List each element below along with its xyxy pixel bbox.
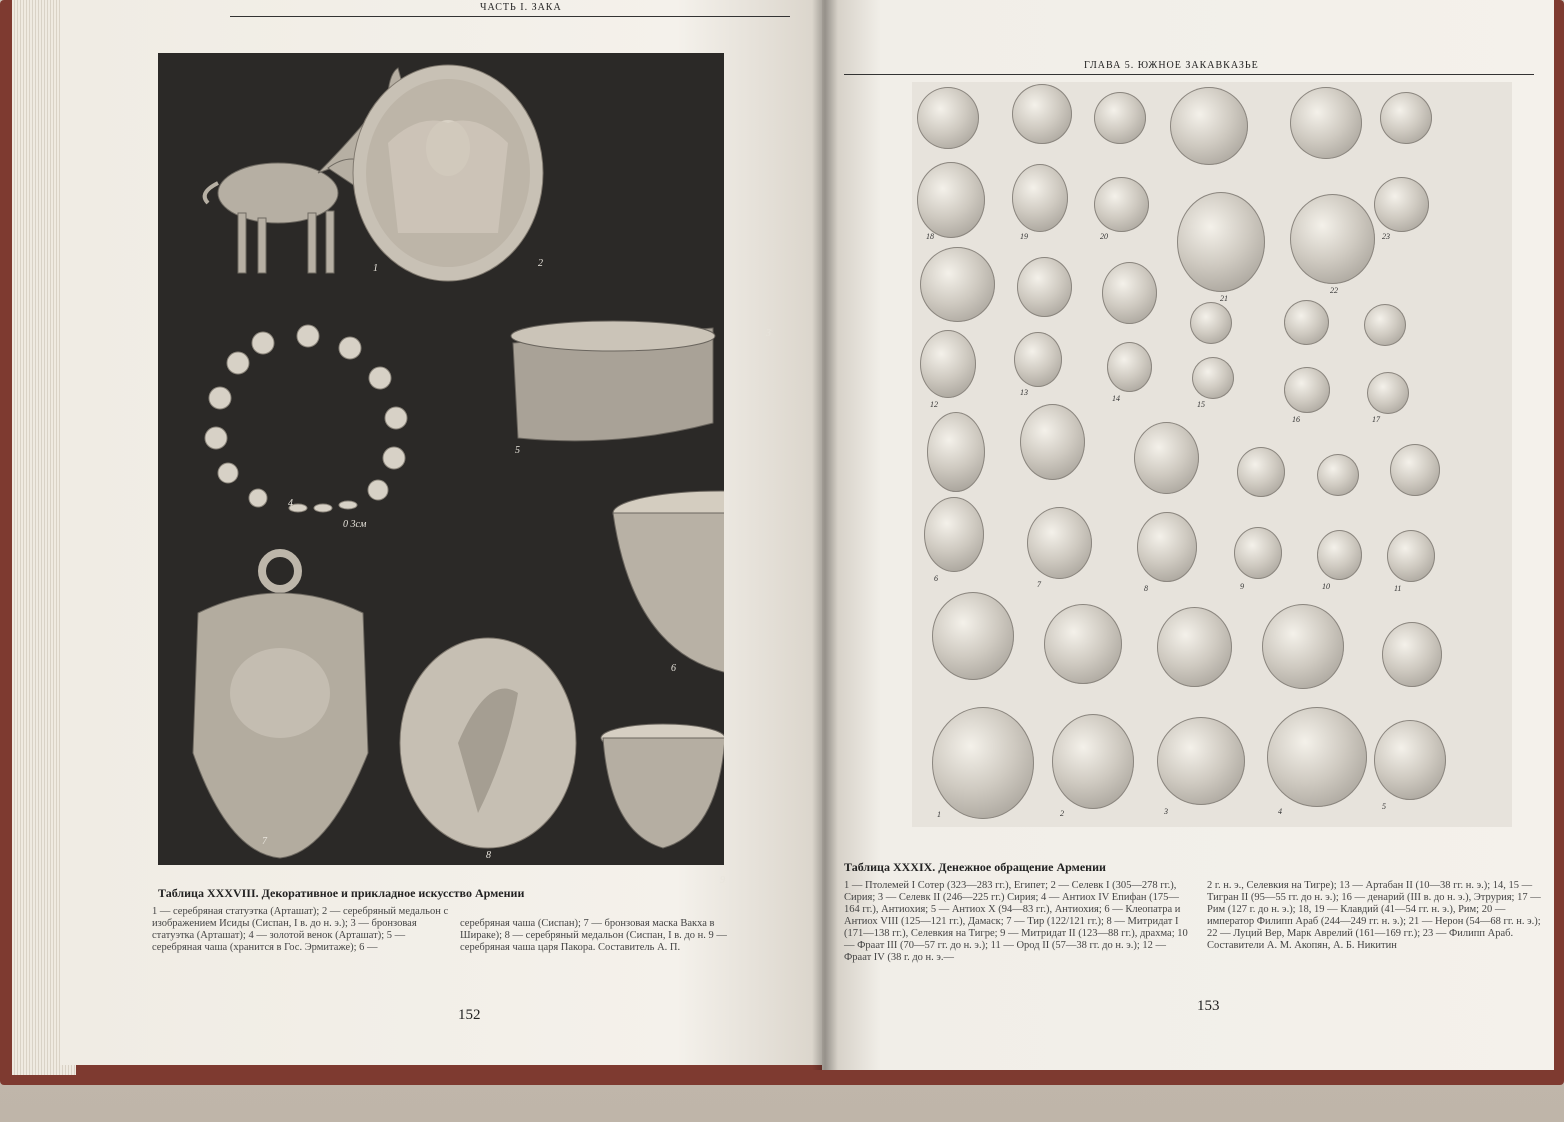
coin-label-18: 18 bbox=[926, 232, 934, 241]
coin bbox=[1134, 422, 1199, 494]
book-gutter bbox=[812, 0, 838, 1070]
coin-2 bbox=[1052, 714, 1134, 809]
label-2: 2 bbox=[538, 258, 543, 269]
coin bbox=[1237, 447, 1285, 497]
coin-label-2: 2 bbox=[1060, 809, 1064, 818]
coin-label-12: 12 bbox=[930, 400, 938, 409]
coin-13 bbox=[1014, 332, 1062, 387]
coin-1 bbox=[932, 707, 1034, 819]
caption-xxxviii bbox=[158, 886, 718, 901]
label-5: 5 bbox=[515, 445, 520, 456]
coin bbox=[1020, 404, 1085, 480]
coin-label-19: 19 bbox=[1020, 232, 1028, 241]
silver-bowl-pacorus bbox=[601, 724, 724, 848]
plate-xxxix bbox=[912, 82, 1512, 827]
coin-3 bbox=[1157, 717, 1245, 805]
gold-wreath bbox=[205, 325, 407, 512]
caption-title-xxxix: Таблица XXXIX. Денежное обращение Армении bbox=[844, 860, 1106, 874]
coin bbox=[1382, 622, 1442, 687]
coin-14 bbox=[1107, 342, 1152, 392]
coin bbox=[1170, 87, 1248, 165]
coin-23 bbox=[1374, 177, 1429, 232]
label-4: 4 bbox=[288, 498, 293, 509]
plate-objects bbox=[158, 53, 724, 865]
coin-label-11: 11 bbox=[1394, 584, 1402, 593]
coin bbox=[1262, 604, 1344, 689]
coin-label-21: 21 bbox=[1220, 294, 1228, 303]
coin bbox=[920, 247, 995, 322]
coin-5 bbox=[1374, 720, 1446, 800]
coin-label-14: 14 bbox=[1112, 394, 1120, 403]
caption-title-xxxviii: Таблица XXXVIII. Декоративное и прикладное искусство Армении bbox=[158, 886, 525, 900]
coin-11 bbox=[1387, 530, 1435, 582]
coin-10 bbox=[1317, 530, 1362, 580]
coin-label-16: 16 bbox=[1292, 415, 1300, 424]
coin-20 bbox=[1094, 177, 1149, 232]
coin-4 bbox=[1267, 707, 1367, 807]
label-3: 3 bbox=[766, 328, 771, 339]
coin-8 bbox=[1137, 512, 1197, 582]
running-head-left: ЧАСТЬ I. ЗАКА bbox=[480, 2, 562, 13]
label-7: 7 bbox=[262, 836, 267, 847]
head-rule-left bbox=[230, 16, 790, 17]
medallion-isis bbox=[353, 65, 543, 281]
coin-label-22: 22 bbox=[1330, 286, 1338, 295]
silver-bowl-hermitage bbox=[511, 321, 715, 441]
coin-9 bbox=[1234, 527, 1282, 579]
coin-6 bbox=[924, 497, 984, 572]
coin-label-1: 1 bbox=[937, 810, 941, 819]
coin bbox=[1102, 262, 1157, 324]
coin-16 bbox=[1284, 367, 1330, 413]
caption-body-xxxviii-col2: серебряная чаша (Сиспан); 7 — бронзовая маска Вакха в Шираке); 8 — серебряный медальон (Сиспан, I в. до н. 9 — серебряная чаша царя Пакора. Составитель А. П. bbox=[460, 918, 727, 953]
coin bbox=[1094, 92, 1146, 144]
coin bbox=[1290, 87, 1362, 159]
plate-xxxviii bbox=[158, 53, 771, 886]
coin bbox=[1017, 257, 1072, 317]
caption-body-xxxix-col1: 1 — Птолемей I Сотер (323—283 гг.), Египет; 2 — Селевк I (305—278 гг.), Сирия; 3 — Селевк II (246—225 гг.) Сирия; 4 — Антиох IV Епифан (175—164 гг.), Антиохия; 5 — Антиох X (94—83 гг.), Антиохия; 6 — Клеопатра и Антиох VIII (125—121 гг.), Дамаск; 7 — Тир (122/121 гг.); 8 — Митридат I (171—138 гг.), Селевкия на Тигре; 9 — Митридат II (123—88 гг.), драхма; 10 — Фраат III (70—57 гг. до н. э.); 11 — Ород II (57—38 гг. до н. э.); 12 — Фраат IV (38 г. до н. э.— bbox=[844, 880, 1188, 963]
coin-label-10: 10 bbox=[1322, 582, 1330, 591]
coin-21 bbox=[1177, 192, 1265, 292]
coin-18 bbox=[917, 162, 985, 238]
coin-label-6: 6 bbox=[934, 574, 938, 583]
label-9: 9 bbox=[720, 875, 725, 886]
coin-label-15: 15 bbox=[1197, 400, 1205, 409]
coin-label-20: 20 bbox=[1100, 232, 1108, 241]
coin-label-17: 17 bbox=[1372, 415, 1380, 424]
coin bbox=[1284, 300, 1329, 345]
caption-body-xxxviii-col1: 1 — серебряная статуэтка (Арташат); 2 — серебряный медальон с изображением Исиды (Сиспан, I в. до н. э.); 3 — бронзовая статуэтка (Арташат); 4 — золотой венок (Арташат); 5 — серебряная чаша (хранится в Гос. Эрмитаже); 6 — bbox=[152, 906, 449, 953]
coin-12 bbox=[920, 330, 976, 398]
caption-body-xxxix-col2: 2 г. н. э., Селевкия на Тигре); 13 — Артабан II (10—38 гг. н. э.); 14, 15 — Тигран II (95—55 гг. до н. э.); 16 — денарий (III в. до н. э.), Этрурия; 17 — Рим (127 г. до н. э.); 18, 19 — Клавдий (41—54 гг. н. э.), Рим; 20 — император Филипп Араб (244—249 гг. н. э.); 21 — Нерон (54—68 гг. н. э.); 22 — Луций Вер, Марк Аврелий (161—169 гг.); 23 — Филипп Араб. Составители А. М. Акопян, А. Б. Никитин bbox=[1207, 880, 1541, 951]
head-rule-right bbox=[844, 74, 1534, 75]
coin bbox=[1190, 302, 1232, 344]
running-head-right: ГЛАВА 5. ЮЖНОЕ ЗАКАВКАЗЬЕ bbox=[1084, 60, 1259, 71]
left-page bbox=[60, 0, 832, 1065]
coin bbox=[1044, 604, 1122, 684]
coin-label-5: 5 bbox=[1382, 802, 1386, 811]
coin-label-13: 13 bbox=[1020, 388, 1028, 397]
coin bbox=[917, 87, 979, 149]
coin bbox=[1012, 84, 1072, 144]
coin-label-9: 9 bbox=[1240, 582, 1244, 591]
coin-19 bbox=[1012, 164, 1068, 232]
scale-bar: 0 3см bbox=[343, 519, 367, 530]
page-number-153: 153 bbox=[1197, 998, 1220, 1014]
medallion-eagle bbox=[400, 638, 576, 848]
coin-17 bbox=[1367, 372, 1409, 414]
coin bbox=[927, 412, 985, 492]
coin bbox=[932, 592, 1014, 680]
coin bbox=[1317, 454, 1359, 496]
coin-7 bbox=[1027, 507, 1092, 579]
label-8: 8 bbox=[486, 850, 491, 861]
bronze-mask-bacchus bbox=[193, 553, 368, 858]
coin-label-4: 4 bbox=[1278, 807, 1282, 816]
coin bbox=[1390, 444, 1440, 496]
coin-label-23: 23 bbox=[1382, 232, 1390, 241]
label-6: 6 bbox=[671, 663, 676, 674]
label-1: 1 bbox=[373, 263, 378, 274]
coin-label-3: 3 bbox=[1164, 807, 1168, 816]
page-number-152: 152 bbox=[458, 1007, 481, 1023]
silver-bowl-sispan bbox=[613, 491, 724, 673]
coin bbox=[1157, 607, 1232, 687]
coin bbox=[1364, 304, 1406, 346]
coin-22 bbox=[1290, 194, 1375, 284]
coin-label-8: 8 bbox=[1144, 584, 1148, 593]
right-page bbox=[822, 0, 1554, 1070]
coin-label-7: 7 bbox=[1037, 580, 1041, 589]
coin-15 bbox=[1192, 357, 1234, 399]
coin bbox=[1380, 92, 1432, 144]
